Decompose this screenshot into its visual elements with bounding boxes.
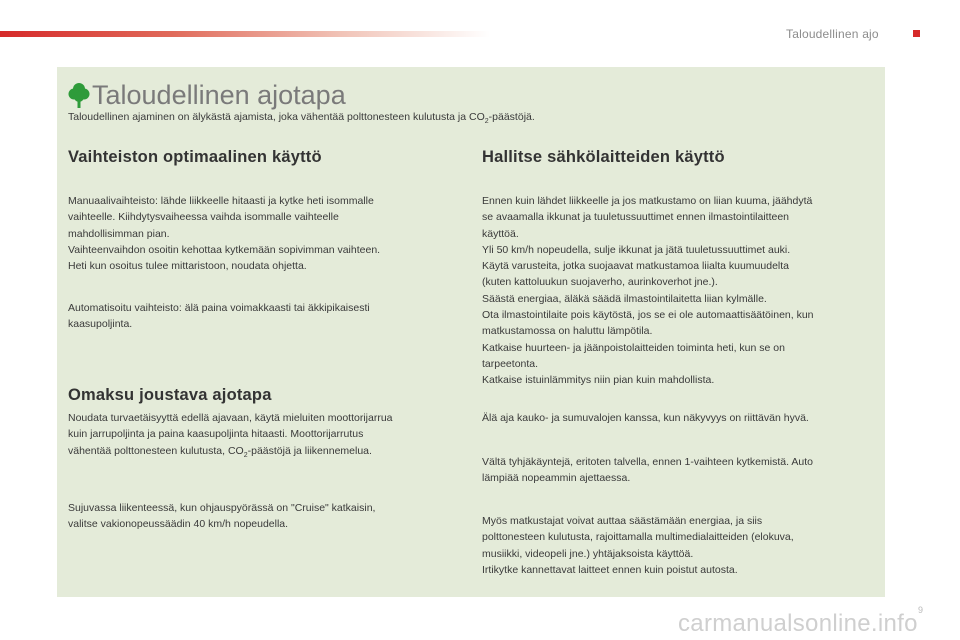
intro-text: Taloudellinen ajaminen on älykästä ajamista, joka vähentää polttonesteen kulutusta ja $CO_2$-päästöjä. xyxy=(68,111,535,126)
paragraph-gear-auto: Automatisoitu vaihteisto: älä paina voimakkaasti tai äkkipikaisesti kaasupoljinta. xyxy=(68,302,370,331)
chapter-marker xyxy=(913,30,920,37)
paragraph-electrical-main: Ennen kuin lähdet liikkeelle ja jos matkustamo on liian kuuma, jäähdytä se avaamalla ikkunat ja tuuletussuuttimet ennen ilmastointilaitteen käyttöä. Yli 50 km/h nopeudella, sulje ikkunat ja jätä tuuletussuuttimet auki. Käytä varusteita, jotka suojaavat matkustamoa liialta kuumuudelta (kuten kattoluukun suojaverho, aurinkoverhot jne.). Säästä energiaa, äläkä säädä ilmastointilaitetta liian kylmälle. Ota ilmastointilaite pois käytöstä, jos se ei ole automaattisäätöinen, kun matkustamossa on haluttu lämpötila. Katkaise huurteen- ja jäänpoistolaitteiden toiminta heti, kun se on tarpeetonta. Katkaise istuinlämmitys niin pian kuin mahdollista. xyxy=(482,195,814,387)
watermark-link[interactable]: carmanualsonline.info xyxy=(678,610,918,637)
paragraph-lights: Älä aja kauko- ja sumuvalojen kanssa, kun näkyvyys on riittävän hyvä. xyxy=(482,412,809,424)
paragraph-driving-style: Noudata turvaetäisyyttä edellä ajavaan, käytä mieluiten moottorijarrua kuin jarrupoljinta ja paina kaasupoljinta hitaasti. Moottorijarrutus vähentää polttonesteen kulutusta, $CO_2$-päästöjä ja liikennemelua. xyxy=(68,412,393,459)
tree-icon xyxy=(68,82,90,109)
paragraph-cruise: Sujuvassa liikenteessä, kun ohjauspyörässä on "Cruise" katkaisin, valitse vakionopeussäädin 40 km/h nopeudella. xyxy=(68,502,376,531)
section-heading-gear: Vaihteiston optimaalinen käyttö xyxy=(68,148,322,166)
header-accent-bar xyxy=(0,31,490,37)
section-heading-electrical: Hallitse sähkölaitteiden käyttö xyxy=(482,148,725,166)
paragraph-gear-manual: Manuaalivaihteisto: lähde liikkeelle hitaasti ja kytke heti isommalle vaihteelle. Kiihdytysvaiheessa vaihda isommalle vaihteelle mahdollisimman pian. Vaihteenvaihdon osoitin kehottaa kytkemään sopivimman vaihteen. Heti kun osoitus tulee mittaristoon, noudata ohjetta. xyxy=(68,195,381,273)
page-number: 9 xyxy=(918,605,924,615)
paragraph-idling: Vältä tyhjäkäyntejä, eritoten talvella, ennen 1-vaihteen kytkemistä. Auto lämpiää nopeammin ajettaessa. xyxy=(482,456,813,485)
section-heading-driving: Omaksu joustava ajotapa xyxy=(68,386,272,404)
paragraph-passengers: Myös matkustajat voivat auttaa säästämään energiaa, ja siis polttonesteen kulutusta, rajoittamalla multimedialaitteiden (elokuva, musiikki, videopeli jne.) yhtäjaksoista käyttöä. Irtikytke kannettavat laitteet ennen kuin poistut autosta. xyxy=(482,515,794,576)
chapter-title: Taloudellinen ajo xyxy=(786,27,879,41)
page-title: Taloudellinen ajotapa xyxy=(92,80,346,110)
